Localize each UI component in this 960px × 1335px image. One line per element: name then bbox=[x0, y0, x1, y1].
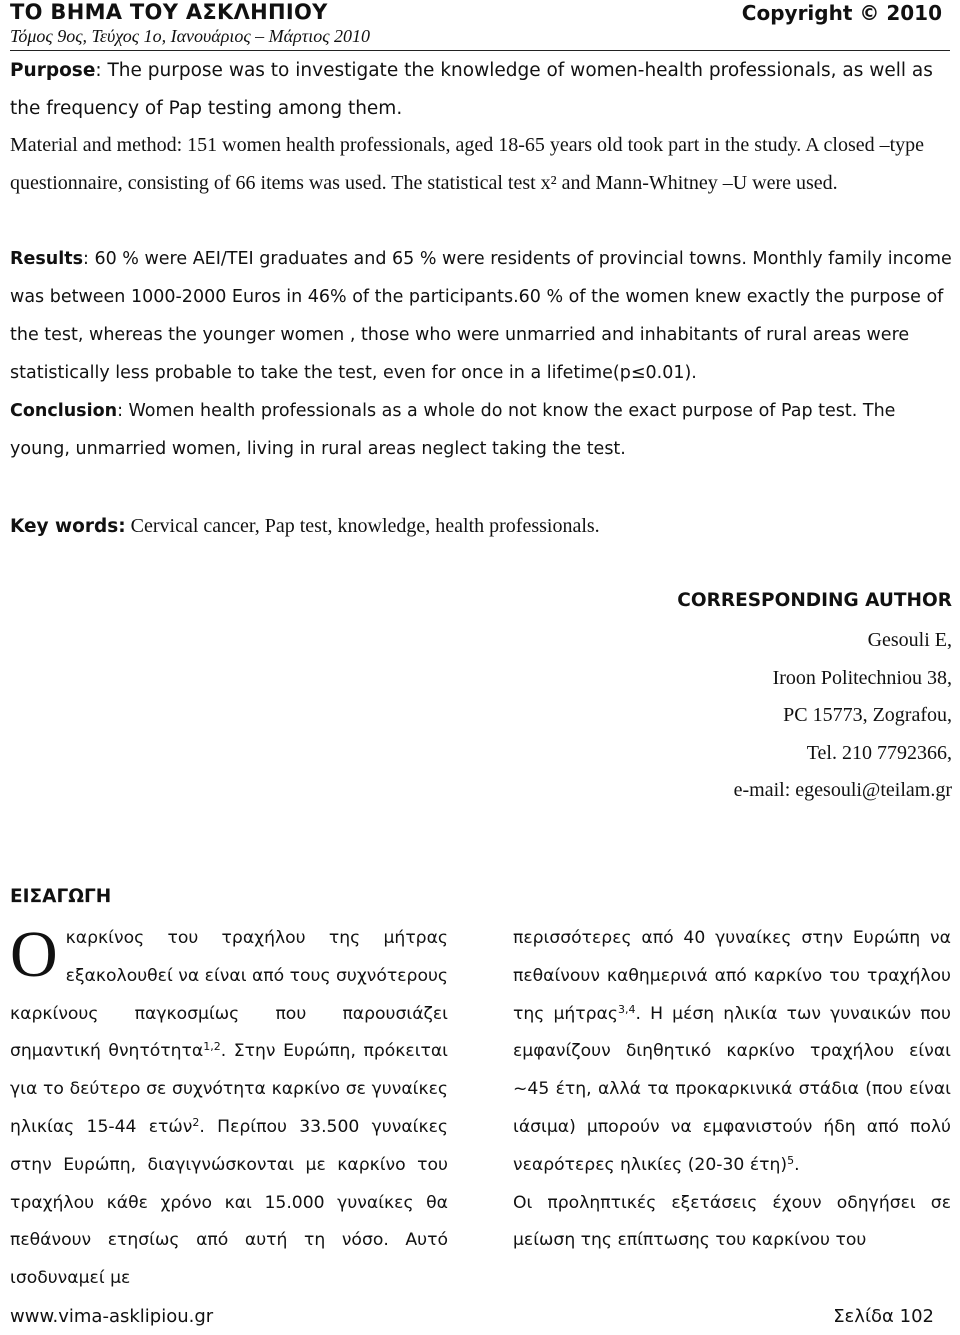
abstract-conclusion bbox=[10, 392, 955, 468]
abstract-purpose bbox=[10, 52, 955, 127]
purpose-text: : The purpose was to investigate the knowledge of women-health professionals, as well as the frequency of Pap testing among them. bbox=[10, 60, 933, 119]
journal-website-link[interactable]: www.vima-asklipiou.gr bbox=[10, 1306, 214, 1327]
intro-paragraph bbox=[10, 920, 448, 1298]
paragraph-text: περισσότερες από 40 γυναίκες στην Ευρώπη να πεθαίνουν καθημερινά από καρκίνο του τραχήλου της μήτρας bbox=[513, 928, 951, 1024]
keywords-text: Cervical cancer, Pap test, knowledge, health professionals. bbox=[125, 515, 600, 537]
paragraph-text: καρκίνος του τραχήλου της μήτρας εξακολουθεί να είναι από τους συχνότερους καρκίνους παγκοσμίως που παρουσιάζει σημαντική θνητότητα bbox=[10, 928, 448, 1062]
header-divider bbox=[10, 50, 950, 51]
paragraph-text: . Περίπου 33.500 γυναίκες στην Ευρώπη, διαγιγνώσκονται με καρκίνο του τραχήλου κάθε χρόνο και 15.000 γυναίκες θα πεθάνουν ετησίως από αυτή τη νόσο. Αυτό ισοδυναμεί με bbox=[10, 1116, 448, 1289]
citation: 2 bbox=[192, 1115, 200, 1129]
intro-paragraph-2: Οι προληπτικές εξετάσεις έχουν οδηγήσει σε μείωση της επίπτωσης του καρκίνου του bbox=[513, 1192, 951, 1251]
keywords-label: Key words: bbox=[10, 516, 126, 537]
conclusion-text: : Women health professionals as a whole do not know the exact purpose of Pap test. The young, unmarried women, living in rural areas neglect taking the test. bbox=[10, 401, 896, 459]
section-heading-introduction: ΕΙΣΑΓΩΓΗ bbox=[10, 886, 112, 907]
corresponding-author-title: CORRESPONDING AUTHOR bbox=[677, 590, 952, 611]
author-postcode: PC 15773, Zografou, bbox=[783, 704, 952, 726]
intro-paragraph-continued bbox=[513, 920, 951, 1185]
paragraph-text: . bbox=[794, 1154, 800, 1175]
journal-title: ΤΟ ΒΗΜΑ ΤΟΥ ΑΣΚΛΗΠΙΟΥ bbox=[10, 0, 328, 24]
keywords bbox=[10, 508, 955, 545]
author-email: e-mail: egesouli@teilam.gr bbox=[733, 779, 952, 801]
conclusion-label: Conclusion bbox=[10, 401, 118, 421]
text-column-left bbox=[10, 920, 448, 1298]
author-address: Iroon Politechniou 38, bbox=[772, 666, 952, 689]
drop-cap: Ο bbox=[10, 918, 58, 991]
abstract-method: Material and method: 151 women health professionals, aged 18-65 years old took part in the study. A closed –type questionnaire, consisting of 66 items was used. The statistical test x² and Mann-Whitney –U were used. bbox=[10, 134, 925, 194]
page-footer bbox=[10, 1306, 950, 1334]
author-phone: Tel. 210 7792366, bbox=[806, 741, 952, 764]
page-number: Σελίδα 102 bbox=[833, 1306, 934, 1327]
author-name: Gesouli E, bbox=[867, 629, 952, 651]
results-label: Results bbox=[10, 249, 83, 269]
citation: 1,2 bbox=[203, 1040, 221, 1054]
results-text: : 60 % were AEI/TEI graduates and 65 % were residents of provincial towns. Monthly family income was between 1000-2000 Euros in 46% of the participants.60 % of the women knew exactly the purpose of the test, whereas the younger women , those who were unmarried and inhabitants of rural areas were statistically less probable to take the test, even for once in a lifetime(p≤0.01). bbox=[10, 249, 952, 383]
corresponding-author bbox=[452, 584, 952, 810]
citation: 5 bbox=[787, 1153, 795, 1167]
abstract-results bbox=[10, 240, 955, 392]
citation: 3,4 bbox=[617, 1002, 636, 1016]
issue-info: Τόμος 9ος, Τεύχος 1ο, Ιανουάριος – Μάρτιος 2010 bbox=[10, 26, 371, 46]
paragraph-text: . Η μέση ηλικία των γυναικών που εμφανίζουν διηθητικό καρκίνο τραχήλου είναι ~45 έτη, αλλά τα προκαρκινικά στάδια (που είναι ιάσιμα) μπορούν να εμφανιστούν ήδη από πολύ νεαρότερες ηλικίες (20-30 έτη) bbox=[513, 1003, 952, 1175]
page-header bbox=[10, 0, 950, 52]
purpose-label: Purpose bbox=[10, 60, 96, 81]
text-column-right bbox=[513, 920, 951, 1260]
copyright-notice: Copyright © 2010 bbox=[741, 1, 942, 25]
paragraph-text: . Στην Ευρώπη, πρόκειται για το δεύτερο σε συχνότητα καρκίνο σε γυναίκες ηλικίας 15-44 ετών bbox=[10, 1041, 449, 1137]
